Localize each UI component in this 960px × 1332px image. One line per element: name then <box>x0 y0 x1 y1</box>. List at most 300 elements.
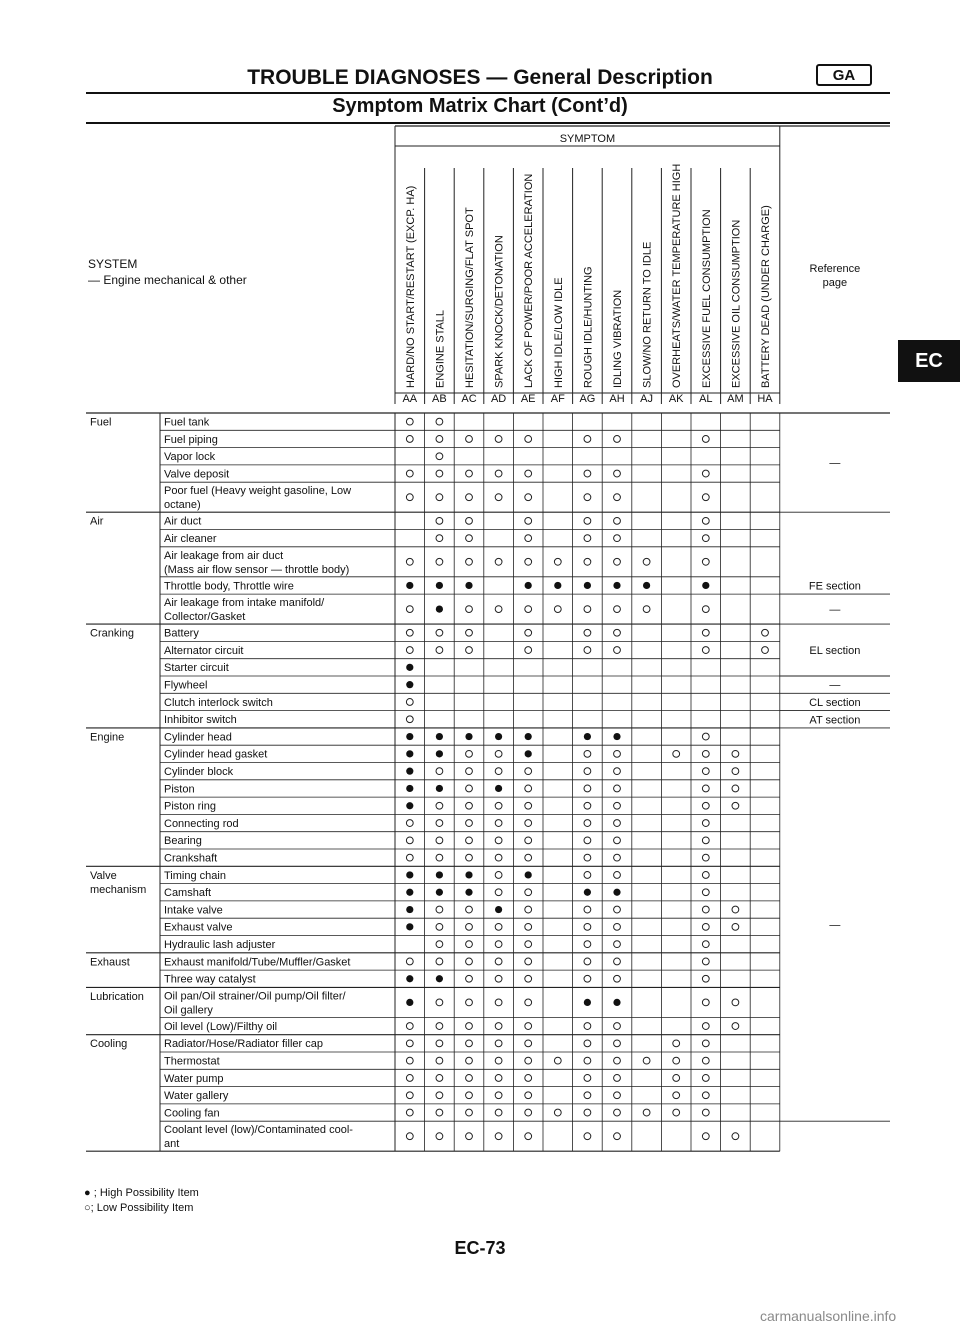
low-possibility-mark <box>702 941 709 948</box>
low-possibility-mark <box>495 558 502 565</box>
low-possibility-mark <box>436 1023 443 1030</box>
item-label: Cylinder block <box>164 766 234 778</box>
reference-label: FE section <box>808 580 861 593</box>
low-possibility-mark <box>436 647 443 654</box>
item-label: Valve deposit <box>164 468 230 481</box>
low-possibility-mark <box>702 606 709 613</box>
item-label: Thermostat <box>164 1055 220 1068</box>
low-possibility-mark <box>466 1057 473 1064</box>
item-label: Timing chain <box>164 869 226 882</box>
low-possibility-mark <box>436 1133 443 1140</box>
high-possibility-mark <box>495 733 502 740</box>
high-possibility-mark <box>406 785 413 792</box>
high-possibility-mark <box>406 906 413 913</box>
item-label: Air cleaner <box>164 533 217 545</box>
low-possibility-mark <box>584 1075 591 1082</box>
low-possibility-mark <box>732 750 739 757</box>
high-possibility-mark <box>406 582 413 589</box>
low-possibility-mark <box>702 1075 709 1082</box>
symptom-code: AA <box>402 393 418 405</box>
low-possibility-mark <box>584 535 591 542</box>
filled-circle-icon: ● <box>84 1187 94 1199</box>
low-possibility-mark <box>614 820 621 827</box>
symptom-name: SPARK KNOCK/DETONATION <box>493 235 506 388</box>
low-possibility-mark <box>614 436 621 443</box>
high-possibility-mark <box>613 999 620 1006</box>
high-possibility-mark <box>406 664 413 671</box>
item-label: Coolant level (low)/Contaminated cool- <box>164 1124 353 1137</box>
item-label: Air leakage from air duct <box>164 549 284 562</box>
high-possibility-mark <box>613 889 620 896</box>
watermark: carmanualsonline.info <box>760 1308 897 1324</box>
high-possibility-mark <box>702 582 709 589</box>
legend-low <box>84 1201 199 1216</box>
low-possibility-mark <box>673 1092 680 1099</box>
item-label: Connecting rod <box>164 817 239 830</box>
low-possibility-mark <box>584 872 591 879</box>
low-possibility-mark <box>466 436 473 443</box>
low-possibility-mark <box>406 1023 413 1030</box>
low-possibility-mark <box>554 558 561 565</box>
low-possibility-mark <box>762 629 769 636</box>
low-possibility-mark <box>406 470 413 477</box>
system-heading: SYSTEM <box>88 257 138 271</box>
group-label: Valve <box>90 869 117 882</box>
high-possibility-mark <box>465 871 472 878</box>
low-possibility-mark <box>436 854 443 861</box>
high-possibility-mark <box>406 681 413 688</box>
low-possibility-mark <box>702 629 709 636</box>
symptom-name: LACK OF POWER/POOR ACCELERATION <box>523 173 536 388</box>
item-label: Flywheel <box>164 679 208 692</box>
low-possibility-mark <box>614 837 621 844</box>
low-possibility-mark <box>554 1109 561 1116</box>
low-possibility-mark <box>702 1133 709 1140</box>
low-possibility-mark <box>406 1109 413 1116</box>
low-possibility-mark <box>702 647 709 654</box>
low-possibility-mark <box>614 1133 621 1140</box>
symptom-heading: SYMPTOM <box>559 133 616 145</box>
low-possibility-mark <box>702 1092 709 1099</box>
low-possibility-mark <box>525 958 532 965</box>
reference-heading: page <box>822 277 848 289</box>
low-possibility-mark <box>525 1075 532 1082</box>
low-possibility-mark <box>554 1057 561 1064</box>
low-possibility-mark <box>436 906 443 913</box>
reference-label: — <box>829 919 841 932</box>
low-possibility-mark <box>702 535 709 542</box>
low-possibility-mark <box>495 1133 502 1140</box>
low-possibility-mark <box>702 517 709 524</box>
low-possibility-mark <box>495 941 502 948</box>
low-possibility-mark <box>702 958 709 965</box>
low-possibility-mark <box>466 941 473 948</box>
low-possibility-mark <box>495 1109 502 1116</box>
high-possibility-mark <box>436 871 443 878</box>
low-possibility-mark <box>614 854 621 861</box>
low-possibility-mark <box>702 999 709 1006</box>
high-possibility-mark <box>436 785 443 792</box>
low-possibility-mark <box>584 436 591 443</box>
low-possibility-mark <box>466 647 473 654</box>
low-possibility-mark <box>584 629 591 636</box>
low-possibility-mark <box>732 1023 739 1030</box>
low-possibility-mark <box>495 802 502 809</box>
low-possibility-mark <box>466 1133 473 1140</box>
group-label: Exhaust <box>90 956 130 969</box>
item-label: Water pump <box>164 1072 224 1085</box>
low-possibility-mark <box>466 535 473 542</box>
low-possibility-mark <box>614 606 621 613</box>
low-possibility-mark <box>466 494 473 501</box>
low-possibility-mark <box>702 750 709 757</box>
group-label: Cranking <box>90 627 135 640</box>
low-possibility-mark <box>406 837 413 844</box>
high-possibility-mark <box>495 906 502 913</box>
low-possibility-mark <box>436 494 443 501</box>
item-label: Three way catalyst <box>164 973 256 986</box>
low-possibility-mark <box>525 768 532 775</box>
low-possibility-mark <box>525 1057 532 1064</box>
low-possibility-mark <box>466 923 473 930</box>
page-subtitle: Symptom Matrix Chart (Cont’d) <box>332 95 628 117</box>
high-possibility-mark <box>525 871 532 878</box>
low-possibility-mark <box>495 923 502 930</box>
low-possibility-mark <box>495 470 502 477</box>
item-label: Oil pan/Oil strainer/Oil pump/Oil filter/ <box>164 990 346 1003</box>
low-possibility-mark <box>466 1075 473 1082</box>
item-label: Alternator circuit <box>164 644 244 657</box>
low-possibility-mark <box>495 1040 502 1047</box>
high-possibility-mark <box>584 889 591 896</box>
low-possibility-mark <box>495 494 502 501</box>
low-possibility-mark <box>584 785 591 792</box>
item-label: Piston <box>164 783 195 796</box>
low-possibility-mark <box>495 854 502 861</box>
low-possibility-mark <box>614 647 621 654</box>
item-label: Clutch interlock switch <box>164 696 273 709</box>
high-possibility-mark <box>436 582 443 589</box>
low-possibility-mark <box>406 854 413 861</box>
low-possibility-mark <box>525 941 532 948</box>
low-possibility-mark <box>406 1057 413 1064</box>
low-possibility-mark <box>406 606 413 613</box>
low-possibility-mark <box>495 999 502 1006</box>
item-label: Cylinder head gasket <box>164 748 268 761</box>
item-label: Exhaust valve <box>164 921 233 934</box>
low-possibility-mark <box>436 999 443 1006</box>
symptom-code: AM <box>727 393 744 405</box>
low-possibility-mark <box>614 923 621 930</box>
reference-label: CL section <box>809 696 861 709</box>
low-possibility-mark <box>406 1092 413 1099</box>
low-possibility-mark <box>406 558 413 565</box>
low-possibility-mark <box>673 1075 680 1082</box>
low-possibility-mark <box>436 802 443 809</box>
low-possibility-mark <box>466 517 473 524</box>
low-possibility-mark <box>525 889 532 896</box>
low-possibility-mark <box>614 906 621 913</box>
low-possibility-mark <box>466 470 473 477</box>
low-possibility-mark <box>702 820 709 827</box>
item-label: Oil level (Low)/Filthy oil <box>164 1020 278 1033</box>
low-possibility-mark <box>702 436 709 443</box>
low-possibility-mark <box>702 854 709 861</box>
legend <box>84 1186 199 1216</box>
low-possibility-mark <box>495 889 502 896</box>
item-label: Crankshaft <box>164 852 218 865</box>
reference-heading: Reference <box>809 263 861 275</box>
group-label: mechanism <box>90 883 147 896</box>
low-possibility-mark <box>466 854 473 861</box>
low-possibility-mark <box>466 906 473 913</box>
low-possibility-mark <box>436 1092 443 1099</box>
low-possibility-mark <box>584 1109 591 1116</box>
low-possibility-mark <box>406 716 413 723</box>
item-label: Poor fuel (Heavy weight gasoline, Low <box>164 485 352 498</box>
low-possibility-mark <box>495 872 502 879</box>
low-possibility-mark <box>436 820 443 827</box>
low-possibility-mark <box>614 1109 621 1116</box>
low-possibility-mark <box>614 750 621 757</box>
low-possibility-mark <box>584 802 591 809</box>
high-possibility-mark <box>465 889 472 896</box>
low-possibility-mark <box>466 606 473 613</box>
low-possibility-mark <box>584 517 591 524</box>
high-possibility-mark <box>406 750 413 757</box>
low-possibility-mark <box>525 535 532 542</box>
low-possibility-mark <box>495 1023 502 1030</box>
high-possibility-mark <box>436 750 443 757</box>
low-possibility-mark <box>495 837 502 844</box>
reference-label: AT section <box>809 714 861 727</box>
high-possibility-mark <box>406 802 413 809</box>
low-possibility-mark <box>643 1109 650 1116</box>
high-possibility-mark <box>406 923 413 930</box>
low-possibility-mark <box>614 470 621 477</box>
high-possibility-mark <box>525 733 532 740</box>
low-possibility-mark <box>702 1109 709 1116</box>
item-label: Inhibitor switch <box>164 714 237 727</box>
symptom-name: ENGINE STALL <box>434 309 447 388</box>
low-possibility-mark <box>466 802 473 809</box>
low-possibility-mark <box>495 1057 502 1064</box>
low-possibility-mark <box>436 436 443 443</box>
item-label: Exhaust manifold/Tube/Muffler/Gasket <box>164 956 351 969</box>
high-possibility-mark <box>584 999 591 1006</box>
symptom-code: AJ <box>640 393 654 405</box>
low-possibility-mark <box>495 750 502 757</box>
low-possibility-mark <box>584 768 591 775</box>
low-possibility-mark <box>614 535 621 542</box>
low-possibility-mark <box>436 470 443 477</box>
item-label: Piston ring <box>164 800 216 813</box>
low-possibility-mark <box>584 647 591 654</box>
low-possibility-mark <box>466 820 473 827</box>
low-possibility-mark <box>614 941 621 948</box>
low-possibility-mark <box>436 418 443 425</box>
low-possibility-mark <box>643 1057 650 1064</box>
low-possibility-mark <box>584 923 591 930</box>
low-possibility-mark <box>584 1133 591 1140</box>
item-label: Starter circuit <box>164 662 229 675</box>
low-possibility-mark <box>584 1040 591 1047</box>
low-possibility-mark <box>702 1040 709 1047</box>
high-possibility-mark <box>613 733 620 740</box>
high-possibility-mark <box>465 733 472 740</box>
low-possibility-mark <box>466 1040 473 1047</box>
symptom-code: AB <box>432 393 447 405</box>
low-possibility-mark <box>614 629 621 636</box>
low-possibility-mark <box>495 958 502 965</box>
low-possibility-mark <box>584 837 591 844</box>
low-possibility-mark <box>702 470 709 477</box>
low-possibility-mark <box>525 854 532 861</box>
low-possibility-mark <box>584 470 591 477</box>
low-possibility-mark <box>436 1075 443 1082</box>
low-possibility-mark <box>525 1040 532 1047</box>
low-possibility-mark <box>732 906 739 913</box>
group-label: Air <box>90 515 104 528</box>
low-possibility-mark <box>406 958 413 965</box>
low-possibility-mark <box>614 958 621 965</box>
low-possibility-mark <box>525 923 532 930</box>
symptom-name: HESITATION/SURGING/FLAT SPOT <box>464 207 476 388</box>
low-possibility-mark <box>614 872 621 879</box>
symptom-code: AL <box>699 393 713 405</box>
item-label: Collector/Gasket <box>164 611 246 624</box>
low-possibility-mark <box>466 999 473 1006</box>
item-label: octane) <box>164 499 201 512</box>
low-possibility-mark <box>762 647 769 654</box>
low-possibility-mark <box>702 785 709 792</box>
low-possibility-mark <box>614 558 621 565</box>
item-label: Air duct <box>164 515 202 528</box>
low-possibility-mark <box>436 768 443 775</box>
low-possibility-mark <box>584 854 591 861</box>
low-possibility-mark <box>732 1133 739 1140</box>
low-possibility-mark <box>466 768 473 775</box>
high-possibility-mark <box>525 582 532 589</box>
low-possibility-mark <box>614 975 621 982</box>
low-possibility-mark <box>584 1023 591 1030</box>
low-possibility-mark <box>584 750 591 757</box>
reference-label: — <box>829 679 841 692</box>
low-possibility-mark <box>732 999 739 1006</box>
low-possibility-mark <box>495 1075 502 1082</box>
high-possibility-mark <box>436 889 443 896</box>
low-possibility-mark <box>732 785 739 792</box>
low-possibility-mark <box>436 558 443 565</box>
page-number: EC-73 <box>454 1238 506 1258</box>
high-possibility-mark <box>406 768 413 775</box>
symptom-code: HA <box>757 393 773 405</box>
high-possibility-mark <box>406 733 413 740</box>
low-possibility-mark <box>466 975 473 982</box>
section-badge: GA <box>816 64 872 86</box>
item-label: Oil gallery <box>164 1004 213 1017</box>
group-label: Fuel <box>90 416 112 429</box>
low-possibility-mark <box>525 629 532 636</box>
low-possibility-mark <box>406 699 413 706</box>
item-label: Radiator/Hose/Radiator filler cap <box>164 1038 323 1051</box>
low-possibility-mark <box>525 1133 532 1140</box>
high-possibility-mark <box>406 999 413 1006</box>
item-label: Fuel piping <box>164 433 218 446</box>
low-possibility-mark <box>525 558 532 565</box>
low-possibility-mark <box>436 941 443 948</box>
item-label: Bearing <box>164 835 202 848</box>
symptom-name: HIGH IDLE/LOW IDLE <box>552 277 565 388</box>
high-possibility-mark <box>436 975 443 982</box>
low-possibility-mark <box>525 802 532 809</box>
low-possibility-mark <box>702 733 709 740</box>
low-possibility-mark <box>466 785 473 792</box>
low-possibility-mark <box>406 1040 413 1047</box>
low-possibility-mark <box>466 837 473 844</box>
symptom-name: SLOW/NO RETURN TO IDLE <box>641 241 654 388</box>
low-possibility-mark <box>702 872 709 879</box>
low-possibility-mark <box>436 535 443 542</box>
symptom-code: AC <box>461 393 477 405</box>
symptom-code: AF <box>550 393 565 405</box>
low-possibility-mark <box>702 494 709 501</box>
page-title: TROUBLE DIAGNOSES — General Description <box>247 66 713 89</box>
low-possibility-mark <box>702 558 709 565</box>
group-label: Cooling <box>90 1038 128 1051</box>
low-possibility-mark <box>525 906 532 913</box>
low-possibility-mark <box>614 1023 621 1030</box>
low-possibility-mark <box>525 1109 532 1116</box>
item-label: Water gallery <box>164 1090 229 1103</box>
symptom-code: AK <box>668 393 684 405</box>
item-label: Battery <box>164 627 199 640</box>
high-possibility-mark <box>436 733 443 740</box>
low-possibility-mark <box>495 606 502 613</box>
low-possibility-mark <box>525 999 532 1006</box>
low-possibility-mark <box>406 418 413 425</box>
symptom-name: IDLING VIBRATION <box>612 289 624 388</box>
low-possibility-mark <box>466 750 473 757</box>
low-possibility-mark <box>525 820 532 827</box>
low-possibility-mark <box>436 1109 443 1116</box>
symptom-name: ROUGH IDLE/HUNTING <box>582 266 595 388</box>
low-possibility-mark <box>525 606 532 613</box>
low-possibility-mark <box>614 494 621 501</box>
low-possibility-mark <box>525 1023 532 1030</box>
reference-label: EL section <box>809 645 861 658</box>
high-possibility-mark <box>436 606 443 613</box>
low-possibility-mark <box>614 1057 621 1064</box>
low-possibility-mark <box>466 958 473 965</box>
low-possibility-mark <box>525 975 532 982</box>
high-possibility-mark <box>584 582 591 589</box>
low-possibility-mark <box>584 820 591 827</box>
low-possibility-mark <box>614 768 621 775</box>
high-possibility-mark <box>643 582 650 589</box>
symptom-name: HARD/NO START/RESTART (EXCP. HA) <box>404 185 417 388</box>
low-possibility-mark <box>702 889 709 896</box>
low-possibility-mark <box>466 629 473 636</box>
low-possibility-mark <box>673 750 680 757</box>
low-possibility-mark <box>466 1023 473 1030</box>
high-possibility-mark <box>584 733 591 740</box>
item-label: Throttle body, Throttle wire <box>164 580 294 593</box>
low-possibility-mark <box>554 606 561 613</box>
low-possibility-mark <box>436 1040 443 1047</box>
low-possibility-mark <box>584 906 591 913</box>
open-circle-icon: ○ <box>84 1202 91 1214</box>
